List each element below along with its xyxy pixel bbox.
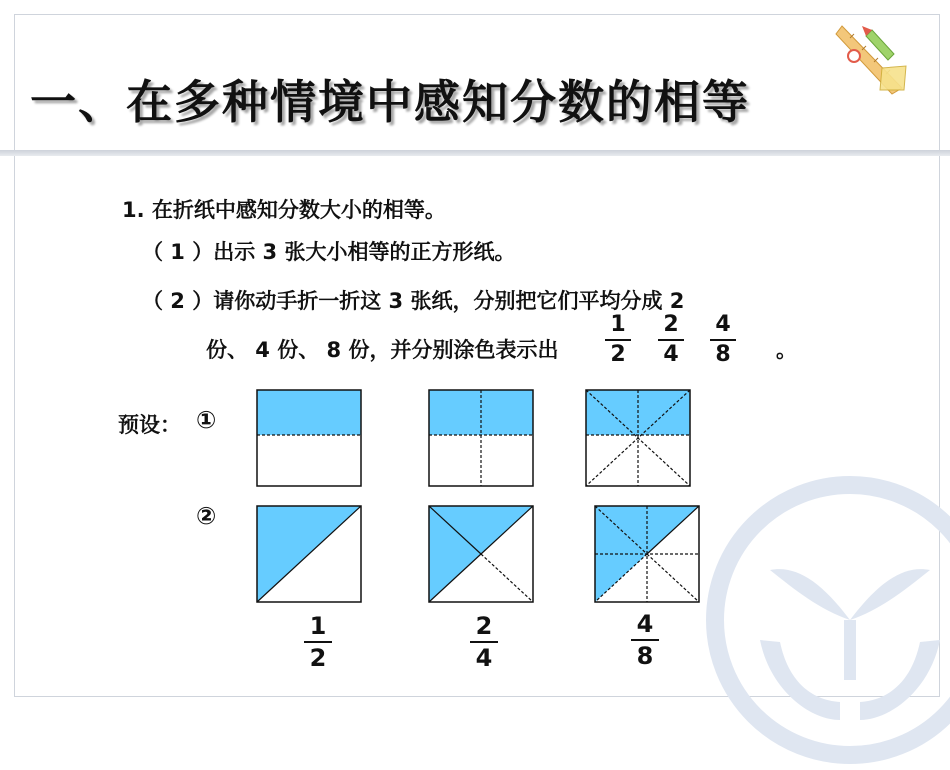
fraction-numerator: 4 xyxy=(636,610,654,638)
fraction-numerator: 2 xyxy=(663,312,679,337)
step-1-sub-2-cont: 份、 4 份、 8 份，并分别涂色表示出 xyxy=(206,338,559,362)
fold-square-row2-eighths xyxy=(594,505,700,603)
fraction-bar xyxy=(304,641,332,643)
fold-square-row1-quarters xyxy=(428,389,534,487)
shaded-region xyxy=(257,390,361,435)
fold-line xyxy=(481,554,533,602)
sentence-end-mark: 。 xyxy=(776,338,797,362)
step-1-text: 1. 在折纸中感知分数大小的相等。 xyxy=(122,198,446,222)
inline-fraction-four-eighths xyxy=(701,314,745,366)
fraction-bar xyxy=(605,339,631,341)
step-1-sub-2: （ 2 ）请你动手折一折这 3 张纸，分别把它们平均分成 2 xyxy=(142,289,685,313)
step-1-sub-1: （ 1 ）出示 3 张大小相等的正方形纸。 xyxy=(142,240,516,264)
fraction-numerator: 4 xyxy=(715,312,731,337)
slide-title: 一、在多种情境中感知分数的相等 xyxy=(30,75,750,129)
fraction-numerator: 2 xyxy=(475,612,493,640)
fraction-bar xyxy=(710,339,736,341)
inline-fraction-half xyxy=(596,314,640,366)
fraction-denominator: 4 xyxy=(663,342,679,367)
fraction-bar xyxy=(470,641,498,643)
inline-fraction-two-fourths xyxy=(649,314,693,366)
fold-square-row1-eighths xyxy=(585,389,691,487)
fraction-numerator: 1 xyxy=(610,312,626,337)
ruler-pencil-icon xyxy=(832,20,912,98)
fraction-denominator: 8 xyxy=(715,342,731,367)
title-divider xyxy=(0,150,950,156)
preset-label: 预设： xyxy=(118,413,181,437)
fold-line xyxy=(647,554,699,602)
fraction-denominator: 4 xyxy=(475,644,493,672)
fraction-numerator: 1 xyxy=(309,612,327,640)
fraction-label-two-fourths xyxy=(462,613,506,671)
fold-square-row1-half xyxy=(256,389,362,487)
fraction-label-four-eighths xyxy=(623,611,667,669)
fold-square-row2-quarters xyxy=(428,505,534,603)
fraction-bar xyxy=(658,339,684,341)
fraction-denominator: 2 xyxy=(610,342,626,367)
fraction-denominator: 8 xyxy=(636,642,654,670)
option-marker-1: ① xyxy=(196,406,217,434)
fraction-bar xyxy=(631,639,659,641)
fold-square-row2-half xyxy=(256,505,362,603)
fraction-denominator: 2 xyxy=(309,644,327,672)
fraction-label-half xyxy=(296,613,340,671)
hands-sprout-watermark-icon xyxy=(700,470,950,770)
option-marker-2: ② xyxy=(196,502,217,530)
